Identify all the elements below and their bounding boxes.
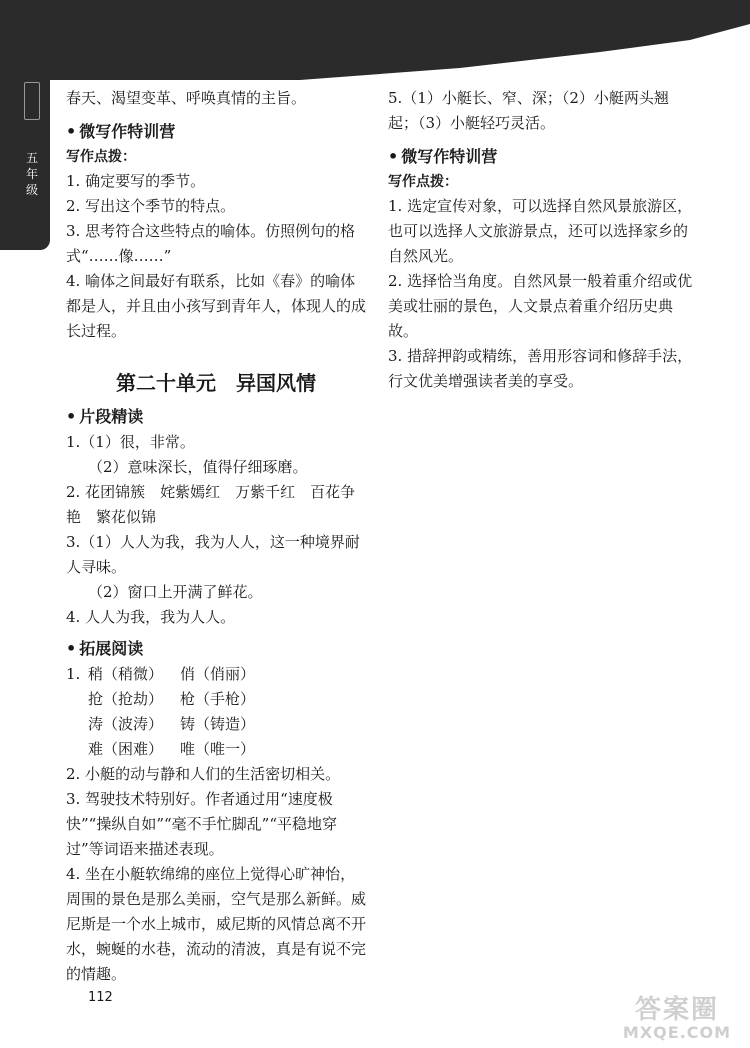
list-item: 3. 思考符合这些特点的喻体。仿照例句的格式“……像……” — [66, 222, 356, 265]
bullet-icon: • — [66, 639, 77, 658]
continuation-text: 春天、渴望变革、呼唤真情的主旨。 — [66, 89, 307, 107]
right-column — [388, 86, 698, 394]
list-item: 2. 选择恰当角度。自然风景一般着重介绍或优美或壮丽的景色，人文景点着重介绍历史典故。 — [388, 272, 693, 340]
bullet-icon: • — [66, 122, 77, 141]
left-column — [66, 86, 366, 987]
word-pair-row: 1. 稍（稍微） 俏（俏丽） — [66, 662, 366, 687]
writing-tips-label: 写作点拨： — [388, 174, 458, 190]
list-item: 1.（1）很，非常。 — [66, 433, 195, 451]
list-item: 2. 写出这个季节的特点。 — [66, 197, 236, 215]
bullet-icon: • — [66, 407, 77, 426]
list-item: 4. 喻体之间最好有联系，比如《春》的喻体都是人，并且由小孩写到青年人，体现人的成长过程。 — [66, 272, 367, 340]
word-pair-row — [66, 737, 366, 762]
bullet-icon: • — [388, 147, 399, 166]
section-heading-extended-reading: • 拓展阅读 — [66, 639, 144, 658]
section-heading-passage-reading: • 片段精读 — [66, 407, 144, 426]
word-pair-row — [66, 687, 366, 712]
page-number: 112 — [88, 990, 113, 1005]
section-heading-micro-writing: • 微写作特训营 — [66, 122, 176, 141]
word-pair-second: 俏（俏丽） — [180, 665, 256, 683]
list-item: 2. 花团锦簇 姹紫嫣红 万紫千红 百花争艳 繁花似锦 — [66, 483, 356, 526]
logo-mark — [24, 82, 40, 120]
list-item: 3. 措辞押韵或精练，善用形容词和修辞手法，行文优美增强读者美的享受。 — [388, 347, 693, 390]
list-item: （2）窗口上开满了鲜花。 — [88, 583, 263, 601]
list-item: 2. 小艇的动与静和人们的生活密切相关。 — [66, 765, 341, 783]
word-pair-row — [66, 712, 366, 737]
sidebar-grade-tab — [0, 0, 50, 250]
watermark — [612, 996, 742, 1044]
list-item: 4. 坐在小艇软绵绵的座位上觉得心旷神怡，周围的景色是那么美丽，空气是那么新鲜。威尼斯是一个水上城市，威尼斯的风情总离不开水，蜿蜒的水巷，流动的清波，真是有说不完的情趣。 — [66, 865, 367, 983]
list-item: 3. 驾驶技术特别好。作者通过用“速度极快”“操纵自如”“毫不手忙脚乱”“平稳地穿过”等词语来描述表现。 — [66, 790, 338, 858]
list-item: （2）意味深长，值得仔细琢磨。 — [88, 458, 308, 476]
word-pair-second: 枪（手枪） — [180, 690, 256, 708]
top-header-band — [0, 0, 750, 80]
list-item: 3.（1）人人为我，我为人人，这一种境界耐人寻味。 — [66, 533, 360, 576]
word-pair-second: 唯（唯一） — [180, 740, 256, 758]
writing-tips-label: 写作点拨： — [66, 149, 136, 165]
word-pair-first: 难（困难） — [88, 740, 164, 758]
list-item: 1. 选定宣传对象，可以选择自然风景旅游区，也可以选择人文旅游景点，还可以选择家乡的自然风光。 — [388, 197, 693, 265]
grade-label: 五年级 — [25, 151, 38, 197]
list-item: 4. 人人为我，我为人人。 — [66, 608, 236, 626]
word-pair-second: 铸（铸造） — [180, 715, 256, 733]
word-pair-first: 稍（稍微） — [88, 665, 164, 683]
section-heading-micro-writing: • 微写作特训营 — [388, 147, 498, 166]
list-item: 5.（1）小艇长、窄、深；（2）小艇两头翘起；（3）小艇轻巧灵活。 — [388, 89, 669, 132]
word-pair-first: 抢（抢劫） — [88, 690, 164, 708]
list-item: 1. 确定要写的季节。 — [66, 172, 206, 190]
watermark-url: MXQE.COM — [622, 1023, 732, 1042]
watermark-text: 答案圈 — [634, 995, 719, 1025]
word-pair-first: 涛（波涛） — [88, 715, 164, 733]
unit-title: 第二十单元 异国风情 — [116, 371, 316, 395]
